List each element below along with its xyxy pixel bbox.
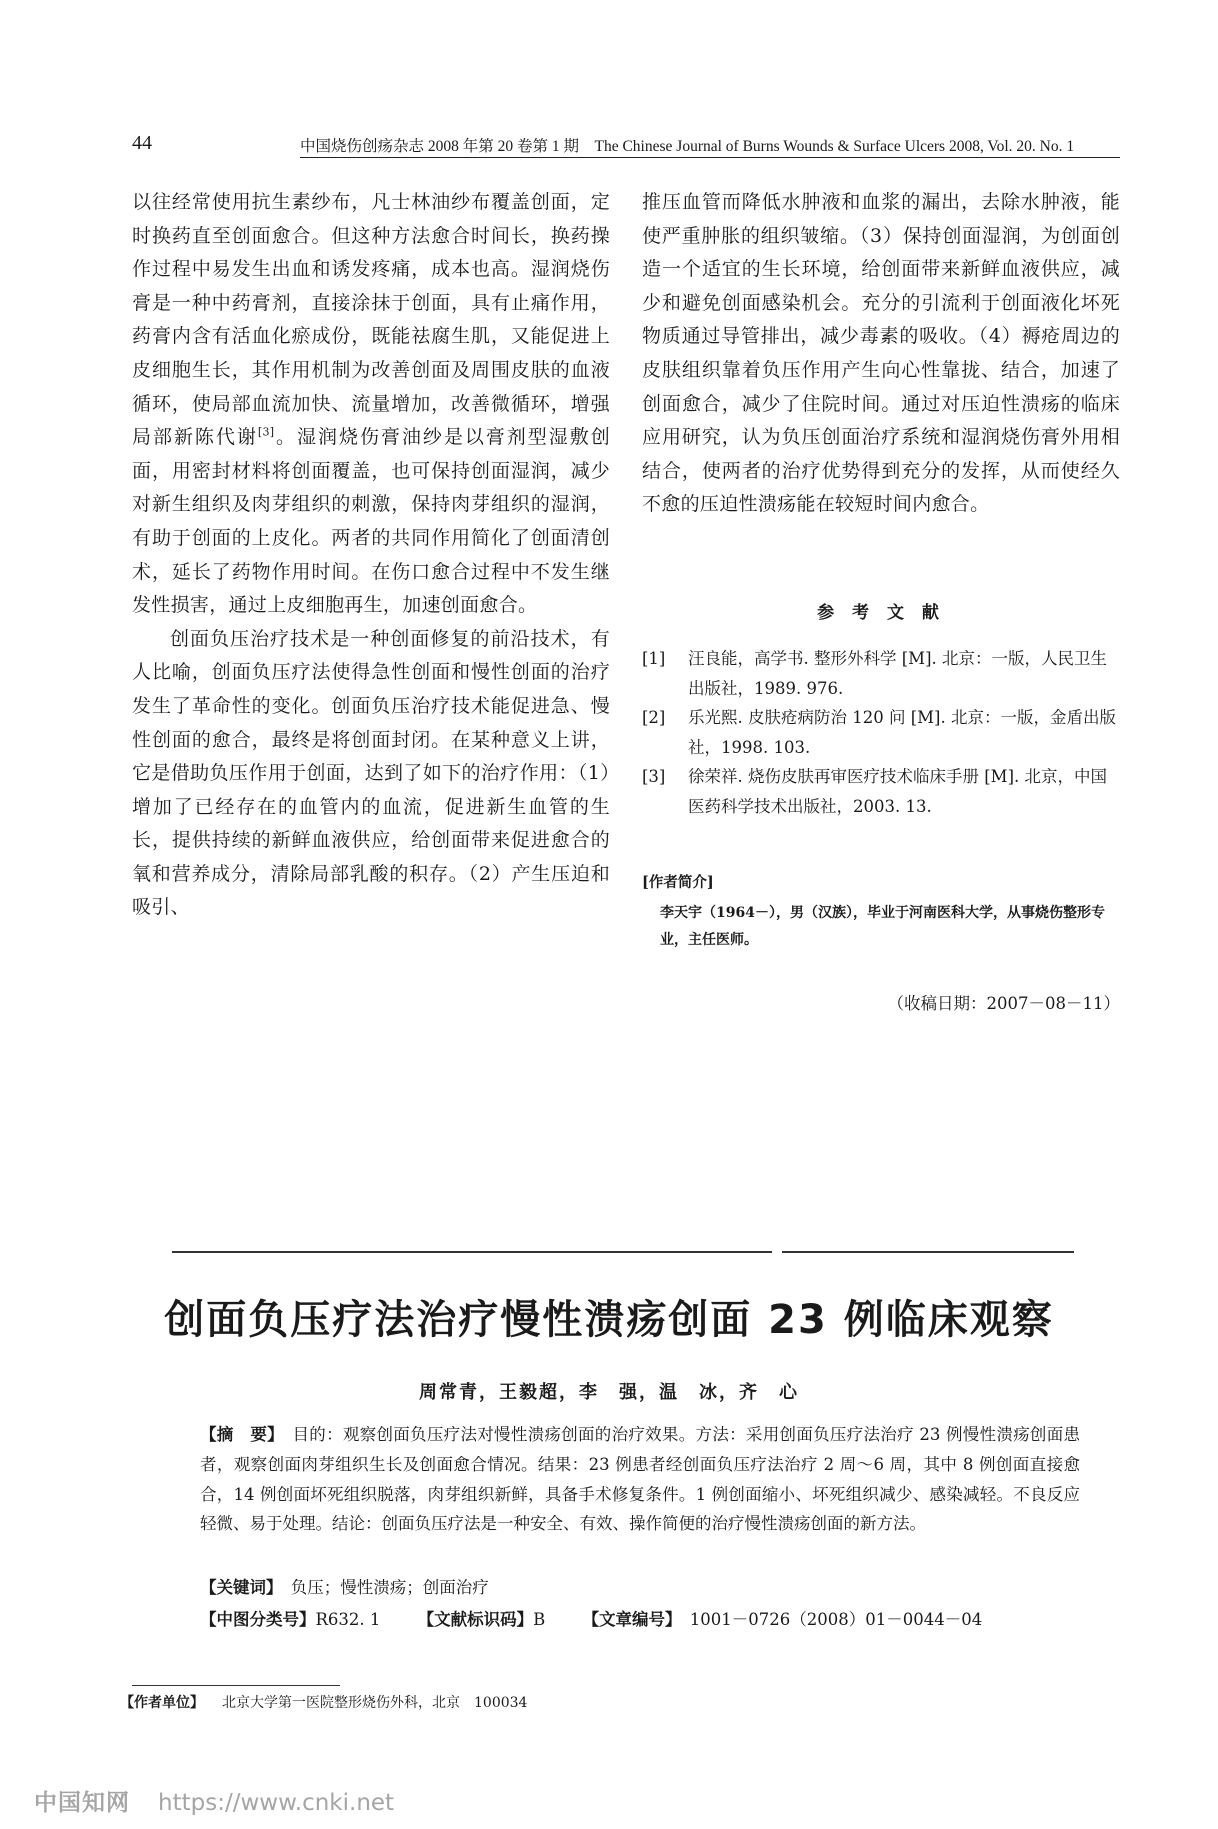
header-rule xyxy=(300,157,1120,158)
watermark xyxy=(34,1784,394,1817)
reference-number: [1] xyxy=(642,649,666,668)
page-number: 44 xyxy=(132,132,152,154)
keywords-text: 负压；慢性溃疡；创面治疗 xyxy=(290,1578,489,1597)
affiliation-label: 【作者单位】 xyxy=(120,1695,204,1711)
clc-value: R632. 1 xyxy=(315,1610,381,1629)
keywords-line xyxy=(200,1574,489,1598)
right-column xyxy=(642,186,1120,522)
classification-line xyxy=(200,1606,1014,1630)
keywords-label: 【关键词】 xyxy=(200,1578,275,1597)
section-divider-left xyxy=(172,1251,772,1253)
watermark-url: https://www.cnki.net xyxy=(158,1790,395,1816)
left-paragraph-2: 创面负压治疗技术是一种创面修复的前沿技术，有人比喻，创面负压疗法使得急性创面和慢性创面的治疗发生了革命性的变化。创面负压治疗技术能促进急、慢性创面的愈合，最终是将创面封闭。在某种意义上讲，它是借助负压作用于创面，达到了如下的治疗作用：（1）增加了已经存在的血管内的血流，促进新生血管的生长，提供持续的新鲜血液供应，给创面带来促进愈合的氧和营养成分，清除局部乳酸的积存。（2）产生压迫和吸引、 xyxy=(132,627,610,919)
abstract xyxy=(200,1420,1080,1539)
citation-3: [3] xyxy=(257,425,275,439)
affiliation-line xyxy=(120,1692,527,1712)
doc-code-value: B xyxy=(533,1610,546,1629)
right-paragraph-1: 推压血管而降低水肿液和血浆的漏出，去除水肿液，能使严重肿胀的组织皱缩。（3）保持创面湿润，为创面创造一个适宜的生长环境，给创面带来新鲜血液供应，减少和避免创面感染机会。充分的引流利于创面液化坏死物质通过导管排出，减少毒素的吸收。（4）褥疮周边的皮肤组织靠着负压作用产生向心性靠拢、结合，加速了创面愈合，减少了住院时间。通过对压迫性溃疡的临床应用研究，认为负压创面治疗系统和湿润烧伤膏外用相结合，使两者的治疗优势得到充分的发挥，从而使经久不愈的压迫性溃疡能在较短时间内愈合。 xyxy=(642,191,1120,516)
received-date: （收稿日期：2007－08－11） xyxy=(887,994,1120,1013)
left-paragraph-1-text: 以往经常使用抗生素纱布，凡士林油纱布覆盖创面，定时换药直至创面愈合。但这种方法愈合时间长，换药操作过程中易发生出血和诱发疼痛，成本也高。湿润烧伤膏是一种中药膏剂，直接涂抹于创面，具有止痛作用，药膏内含有活血化瘀成份，既能祛腐生肌，又能促进上皮细胞生长，其作用机制为改善创面及周围皮肤的血液循环，使局部血流加快、流量增加，改善微循环，增强局部新陈代谢 xyxy=(132,191,610,449)
author-bio: 李天宇（1964－），男（汉族），毕业于河南医科大学，从事烧伤整形专业，主任医师。 xyxy=(660,905,1105,948)
reference-item xyxy=(642,644,1120,703)
abstract-paragraph xyxy=(200,1420,1080,1539)
reference-number: [3] xyxy=(642,767,666,786)
references-title: 参 考 文 献 xyxy=(817,603,945,623)
affiliation-text: 北京大学第一医院整形烧伤外科，北京 100034 xyxy=(222,1695,528,1711)
left-paragraph-1-rest: 。湿润烧伤膏油纱是以膏剂型湿敷创面，用密封材料将创面覆盖，也可保持创面湿润，减少对新生组织及肉芽组织的刺激，保持肉芽组织的湿润，有助于创面的上皮化。两者的共同作用简化了创面清创术，延长了药物作用时间。在伤口愈合过程中不发生继发性损害，通过上皮细胞再生，加速创面愈合。 xyxy=(132,426,610,617)
section-divider-right xyxy=(782,1251,1074,1253)
clc-label: 【中图分类号】 xyxy=(200,1610,316,1629)
watermark-brand: 中国知网 xyxy=(34,1790,130,1816)
footnote-rule xyxy=(132,1685,340,1686)
left-column xyxy=(132,186,610,925)
article-title: 创面负压疗法治疗慢性溃疡创面 23 例临床观察 xyxy=(164,1297,1054,1343)
abstract-label: 【摘 要】 xyxy=(200,1425,276,1444)
reference-text: 汪良能，高学书. 整形外科学 [M]. 北京：一版，人民卫生出版社，1989. 976. xyxy=(688,649,1107,698)
article-no-value: 1001－0726（2008）01－0044－04 xyxy=(689,1610,983,1629)
running-header: 中国烧伤创疡杂志 2008 年第 20 卷第 1 期 The Chinese Journal of Burns Wounds & Surface Ulcers 2008, Vol. 20. No. 1 xyxy=(300,138,1075,155)
article-no-label: 【文章编号】 xyxy=(582,1610,674,1629)
reference-text: 乐光熙. 皮肤疮病防治 120 问 [M]. 北京：一版，金盾出版社，1998. 103. xyxy=(688,708,1116,757)
references-list xyxy=(642,644,1120,821)
reference-text: 徐荣祥. 烧伤皮肤再审医疗技术临床手册 [M]. 北京，中国医药科学技术出版社，2003. 13. xyxy=(688,767,1107,816)
article-authors: 周常青，王毅超，李 强，温 冰，齐 心 xyxy=(419,1382,799,1403)
left-paragraph-1 xyxy=(132,186,610,623)
author-bio-label: [作者简介] xyxy=(642,874,714,891)
reference-item xyxy=(642,762,1120,821)
doc-code-label: 【文献标识码】 xyxy=(417,1610,534,1629)
reference-item xyxy=(642,703,1120,762)
reference-number: [2] xyxy=(642,708,666,727)
abstract-text: 目的：观察创面负压疗法对慢性溃疡创面的治疗效果。方法：采用创面负压疗法治疗 23 例慢性溃疡创面患者，观察创面肉芽组织生长及创面愈合情况。结果：23 例患者经创面负压疗法治疗 2 周～6 周，其中 8 例创面直接愈合，14 例创面坏死组织脱落，肉芽组织新鲜，具备手术修复条件。1 例创面缩小、坏死组织减少、感染减轻。不良反应轻微、易于处理。结论：创面负压疗法是一种安全、有效、操作简便的治疗慢性溃疡创面的新方法。 xyxy=(200,1425,1080,1534)
